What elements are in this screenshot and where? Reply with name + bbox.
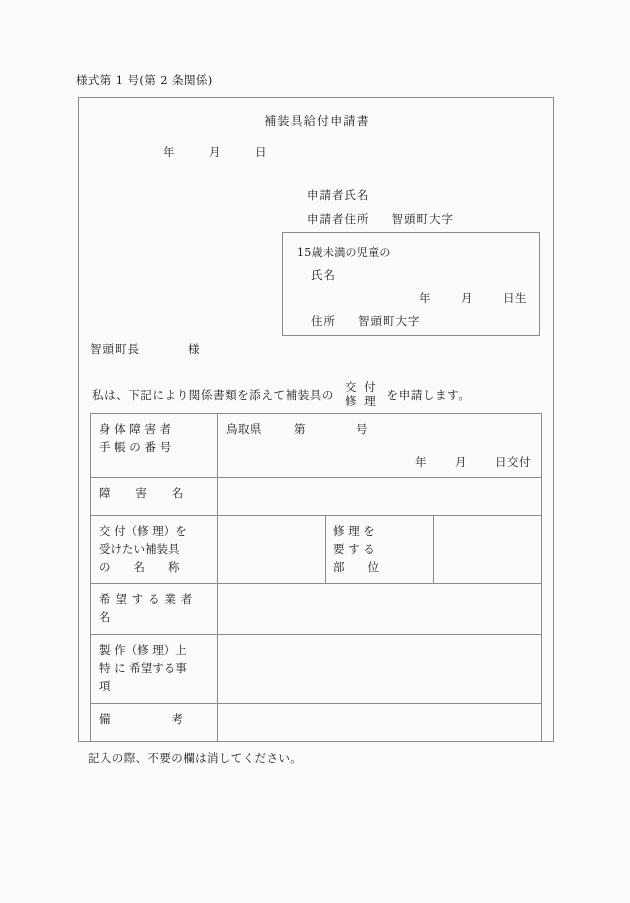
child-birth-day: 日生: [503, 291, 527, 305]
sublabel-line1: 修 理 を: [333, 524, 375, 538]
row-label-remarks: [91, 703, 218, 741]
table-row-remarks: [91, 703, 542, 741]
row-label-line2: 特 に 希望する事: [99, 660, 187, 675]
certificate-prefecture: 鳥取県: [226, 422, 262, 436]
submission-date-day: 日: [255, 145, 267, 159]
certificate-number-suffix: 号: [356, 422, 368, 436]
form-number-label: 様式第 1 号(第 2 条関係): [76, 73, 213, 87]
row-value-device-name[interactable]: [218, 516, 326, 584]
addressee-honorific: 様: [188, 342, 201, 356]
request-option-repair: 修 理: [345, 393, 378, 408]
sublabel-line2: 要 す る: [333, 541, 375, 556]
child-under-15-box: [282, 232, 540, 336]
applicant-address-value: 智頭町大字: [391, 212, 454, 226]
child-address-label: 住所: [311, 314, 336, 328]
row-label-line1: 製 作（修 理）上: [99, 643, 187, 658]
row-value-disability-name[interactable]: [218, 478, 542, 516]
row-label-line3: 項: [99, 678, 112, 693]
page-title: 補装具給付申請書: [264, 114, 370, 128]
row-label-line1: 身 体 障 害 者: [99, 422, 172, 436]
request-suffix-text: を申請します。: [386, 387, 471, 402]
row-label-disability-certificate-number: [91, 414, 218, 478]
row-label-special-requests: [91, 635, 218, 703]
sublabel-line3: 部 位: [333, 559, 379, 574]
application-details-table: [90, 413, 542, 742]
row-label-device-name: [91, 516, 218, 584]
row-label-line3: の 名 称: [99, 559, 180, 574]
row-label-text: 障 害 名: [99, 486, 184, 500]
request-option-grant: 交 付: [345, 380, 378, 394]
table-row-special-requests: [91, 635, 542, 703]
request-statement: [92, 381, 470, 408]
certificate-number-prefix: 第: [294, 422, 306, 436]
form-outer-frame: [78, 97, 554, 742]
row-label-line1: 交 付（修 理）を: [99, 524, 187, 538]
certificate-issue-day: 日交付: [495, 455, 531, 469]
footer-instruction-note: 記入の際、不要の欄は消してください。: [88, 751, 303, 765]
applicant-name-label: 申請者氏名: [307, 188, 370, 202]
submission-date-month: 月: [209, 145, 221, 159]
row-label-preferred-vendor: [91, 584, 218, 635]
child-address-row: [311, 313, 421, 329]
table-row-device-name: [91, 516, 542, 584]
row-label-line2: 受けたい補装具: [99, 541, 180, 556]
submission-date-year: 年: [163, 145, 175, 159]
certificate-issue-year: 年: [415, 455, 427, 469]
row-label-text: 希 望 す る 業 者 名: [99, 592, 193, 625]
row-value-preferred-vendor[interactable]: [218, 584, 542, 635]
row-value-special-requests[interactable]: [218, 635, 542, 703]
row-value-repair-part[interactable]: [434, 516, 542, 584]
child-name-label: 氏名: [311, 268, 336, 282]
certificate-issue-month: 月: [455, 455, 467, 469]
applicant-address-row: [307, 211, 454, 227]
row-label-disability-name: [91, 478, 218, 516]
child-box-heading: 15歳未満の児童の: [297, 246, 391, 259]
child-birth-year: 年: [419, 291, 431, 305]
row-sublabel-repair-part: [326, 516, 434, 584]
request-option-stack: [345, 381, 378, 408]
table-row-preferred-vendor: [91, 584, 542, 635]
child-birth-month: 月: [461, 291, 473, 305]
applicant-address-label: 申請者住所: [307, 212, 370, 226]
table-row-disability-name: [91, 478, 542, 516]
row-label-line2: 手 帳 の 番 号: [99, 439, 172, 454]
row-value-disability-certificate-number[interactable]: [218, 414, 542, 478]
addressee-office: 智頭町長: [90, 342, 140, 356]
child-address-value: 智頭町大字: [358, 314, 421, 328]
table-row-disability-certificate-number: [91, 414, 542, 478]
row-label-text: 備 考: [99, 711, 184, 726]
child-birth-date-line: [419, 290, 527, 306]
submission-date-line: [163, 144, 267, 160]
request-prefix-text: 私は、下記により関係書類を添えて補装具の: [92, 387, 334, 402]
row-value-remarks[interactable]: [218, 703, 542, 741]
addressee-line: [90, 341, 201, 357]
